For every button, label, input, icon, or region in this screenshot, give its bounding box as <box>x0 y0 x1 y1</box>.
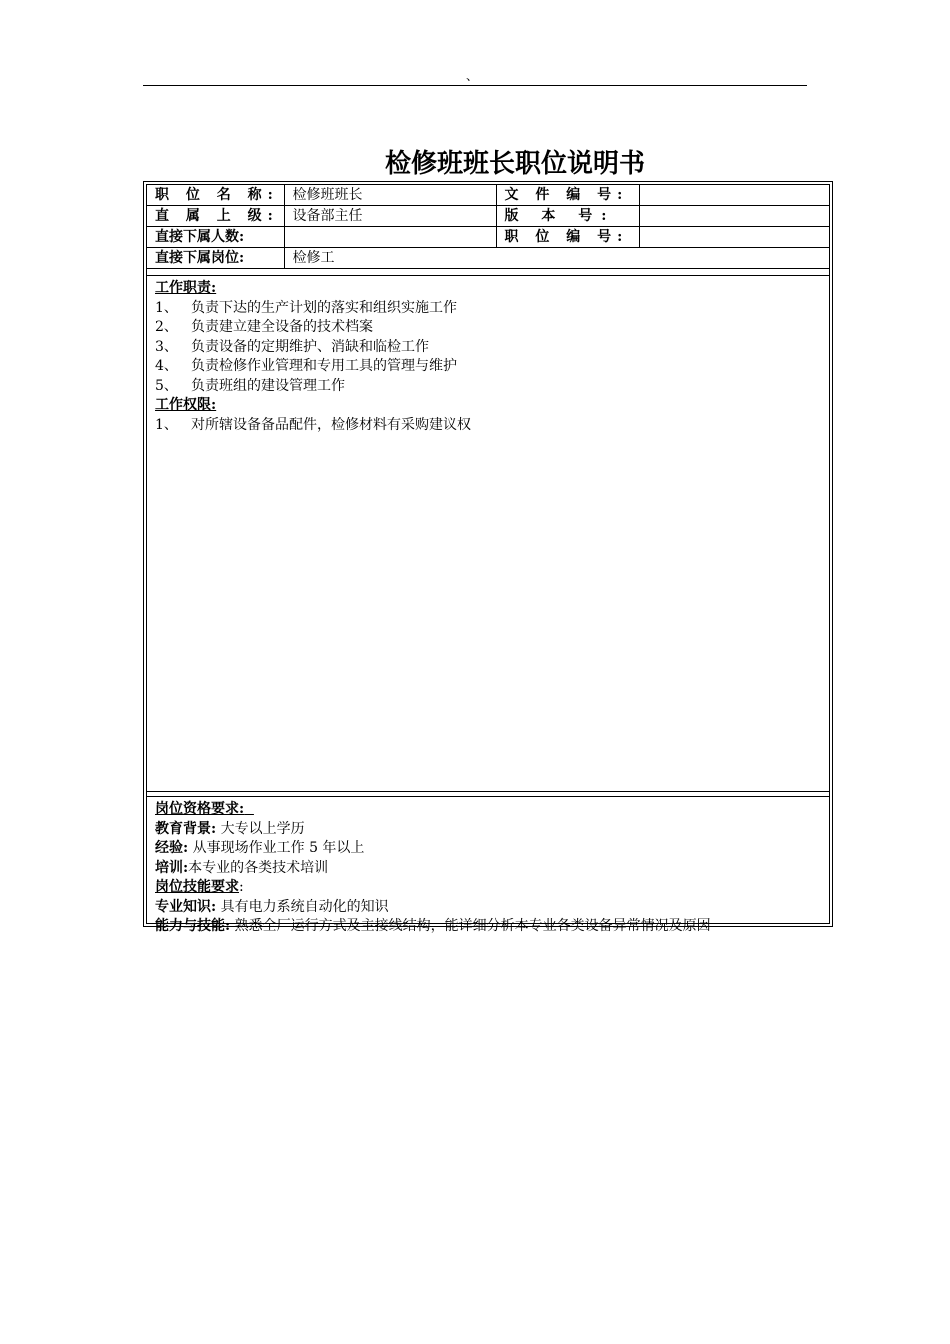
duty-item: 2、 负责建立建全设备的技术档案 <box>155 319 373 335</box>
experience-value: 从事现场作业工作 5 年以上 <box>192 840 365 856</box>
duty-item: 4、 负责检修作业管理和专用工具的管理与维护 <box>155 358 457 374</box>
authority-item: 1、 对所辖设备备品配件，检修材料有采购建议权 <box>155 416 471 433</box>
knowledge-key: 专业知识: <box>155 898 217 915</box>
position-name-value: 检修班班长 <box>284 185 496 206</box>
qualifications-heading: 岗位资格要求: <box>155 801 245 817</box>
position-number-label: 职 位 编 号: <box>496 227 639 248</box>
qualifications-section <box>147 796 829 934</box>
subordinate-count-label: 直接下属人数: <box>147 227 284 248</box>
position-number-value <box>639 227 829 248</box>
info-row-subordinate-position <box>147 248 829 269</box>
experience-key: 经验: <box>155 840 189 856</box>
section-divider <box>147 791 829 792</box>
supervisor-label: 直 属 上 级: <box>147 206 284 227</box>
duties-section <box>147 275 829 793</box>
version-number-label: 版 本 号: <box>496 206 639 227</box>
authority-heading: 工作权限: <box>155 397 217 413</box>
training-row <box>155 859 821 879</box>
education-row <box>155 820 821 840</box>
duty-item: 3、 负责设备的定期维护、消缺和临检工作 <box>155 338 429 355</box>
info-row-position-name <box>147 185 829 206</box>
skills-heading: 岗位技能要求: <box>155 879 244 895</box>
document-title: 检修班班长职位说明书 <box>384 149 645 179</box>
subordinate-count-value <box>284 227 496 248</box>
version-number-value <box>639 206 829 227</box>
knowledge-row <box>155 898 821 918</box>
ability-key: 能力与技能: <box>155 918 231 934</box>
experience-row <box>155 839 821 859</box>
job-description-table <box>146 184 830 934</box>
header-rule <box>143 85 807 86</box>
info-row-supervisor <box>147 206 829 227</box>
ability-value: 熟悉全厂运行方式及主接线结构，能详细分析本专业各类设备异常情况及原因 <box>234 918 711 934</box>
position-name-label: 职 位 名 称: <box>147 185 284 206</box>
education-key: 教育背景: <box>155 820 217 837</box>
info-row-subordinate-count <box>147 227 829 248</box>
education-value: 大专以上学历 <box>220 820 305 837</box>
subordinate-position-label: 直接下属岗位: <box>147 248 284 269</box>
knowledge-value: 具有电力系统自动化的知识 <box>220 898 389 915</box>
duty-item: 5、 负责班组的建设管理工作 <box>155 377 345 394</box>
subordinate-position-value: 检修工 <box>284 248 829 269</box>
supervisor-value: 设备部主任 <box>284 206 496 227</box>
document-number-label: 文 件 编 号: <box>496 185 639 206</box>
document-number-value <box>639 185 829 206</box>
duties-heading: 工作职责: <box>155 280 217 296</box>
training-value: 本专业的各类技术培训 <box>188 859 329 876</box>
info-table <box>147 185 829 269</box>
duty-item: 1、 负责下达的生产计划的落实和组织实施工作 <box>155 299 457 316</box>
header-mark: 、 <box>466 69 479 83</box>
training-key: 培训: <box>155 859 189 876</box>
ability-row <box>155 917 821 937</box>
job-description-frame <box>143 181 833 934</box>
